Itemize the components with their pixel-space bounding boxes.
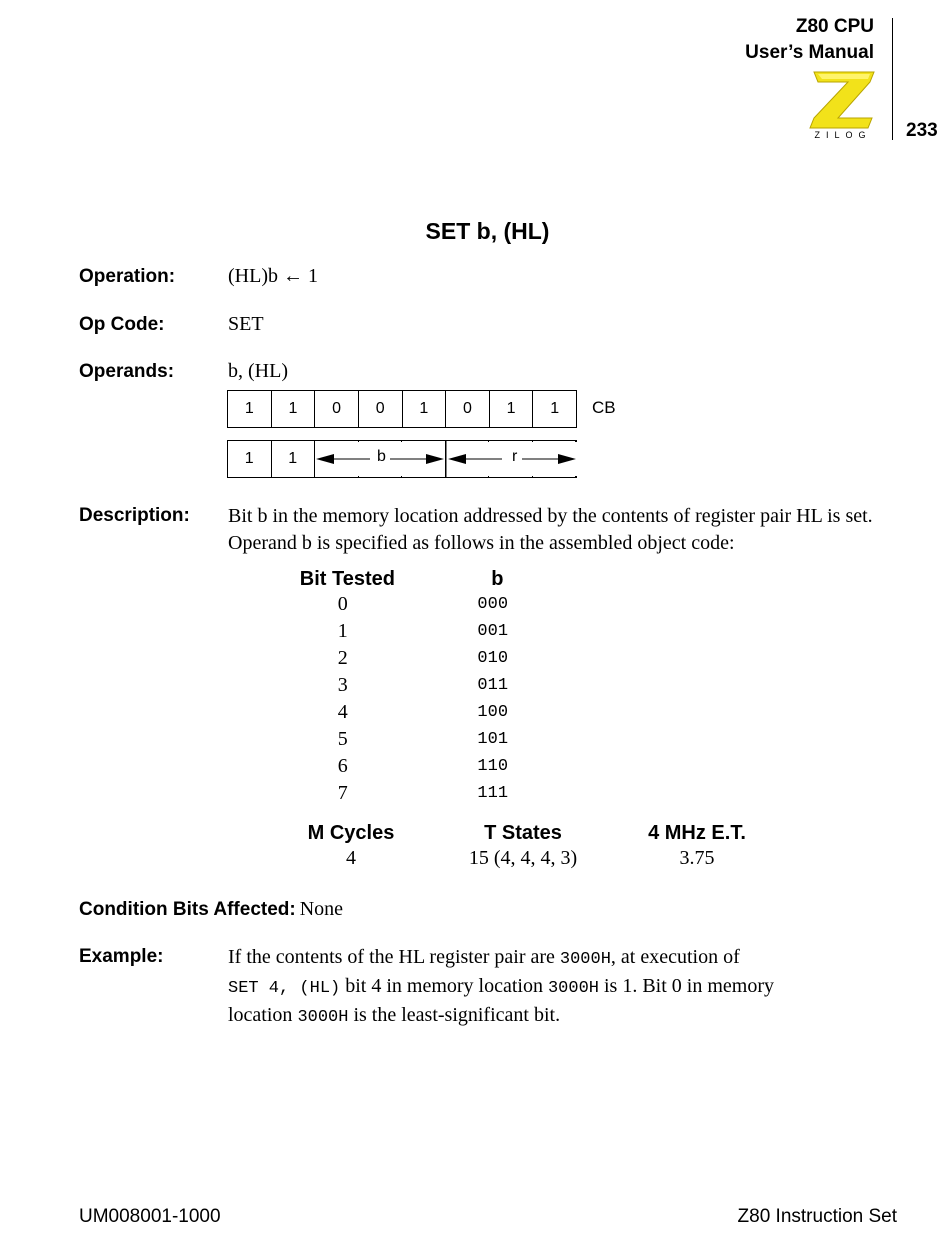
footer-section: Z80 Instruction Set xyxy=(737,1206,897,1227)
manual-title-line2: User’s Manual xyxy=(745,42,874,63)
bit-table-row xyxy=(290,672,590,699)
timing-table-row xyxy=(290,845,780,871)
operands-label: Operands: xyxy=(79,361,175,382)
header-divider xyxy=(892,18,893,140)
example-text-run: location xyxy=(228,1004,298,1026)
example-text xyxy=(228,944,908,1031)
zilog-z-icon xyxy=(808,70,878,130)
bit-table-row xyxy=(290,699,590,726)
description-label: Description: xyxy=(79,505,190,526)
bit-table-header-cell: b xyxy=(491,568,504,590)
bit-table-row xyxy=(290,591,590,618)
example-code: SET 4, (HL) xyxy=(228,979,341,998)
page-number: 233 xyxy=(906,120,938,141)
timing-cell: 4 xyxy=(346,847,356,869)
bit-table-row xyxy=(290,645,590,672)
zilog-logo xyxy=(808,70,878,142)
field-arrows xyxy=(314,441,578,477)
timing-header-cell: 4 MHz E.T. xyxy=(648,822,746,844)
condition-label: Condition Bits Affected: xyxy=(79,899,296,920)
example-line-2 xyxy=(228,973,908,1002)
condition-line xyxy=(79,898,343,921)
bit-cell: 0 xyxy=(315,391,359,427)
bit-table-header-cell: Bit Tested xyxy=(299,568,395,590)
bit-table-row xyxy=(290,618,590,645)
field-r-label: r xyxy=(508,448,521,466)
bit-cell: 1 xyxy=(228,391,272,427)
opcode-byte-1 xyxy=(227,390,577,428)
example-label: Example: xyxy=(79,946,164,967)
bit-table xyxy=(290,568,590,807)
bit-number-cell: 1 xyxy=(337,620,348,642)
bit-table-row xyxy=(290,726,590,753)
opcode-byte-2 xyxy=(227,440,577,478)
bit-cell: 1 xyxy=(490,391,534,427)
bit-number-cell: 4 xyxy=(337,701,348,723)
bit-code-cell: 001 xyxy=(477,622,509,641)
bit-cell: 1 xyxy=(403,391,447,427)
opcode-value: SET xyxy=(228,313,264,335)
example-code: 3000H xyxy=(559,950,611,969)
operation-value: (HL)b ← 1 xyxy=(228,265,318,287)
example-line-3 xyxy=(228,1002,908,1031)
timing-header-cell: M Cycles xyxy=(307,822,395,844)
example-text-run: bit 4 in memory location xyxy=(340,975,548,997)
timing-cell: 3.75 xyxy=(679,847,715,869)
bit-code-cell: 100 xyxy=(477,703,509,722)
example-code: 3000H xyxy=(547,979,599,998)
condition-value: None xyxy=(299,898,344,920)
bit-number-cell: 6 xyxy=(337,755,348,777)
bit-cell: 1 xyxy=(550,400,560,417)
description-text: Bit b in the memory location addressed by the contents of register pair HL is set. Operand b is specified as follows in the assembled object code: xyxy=(228,505,873,554)
example-line-1 xyxy=(228,944,908,973)
manual-title-line1: Z80 CPU xyxy=(795,16,874,37)
bit-number-cell: 5 xyxy=(337,728,348,750)
operation-label: Operation: xyxy=(79,266,176,287)
footer-doc-id: UM008001-1000 xyxy=(79,1206,221,1227)
bit-cell: 1 xyxy=(272,391,316,427)
example-code: 3000H xyxy=(297,1008,349,1027)
bit-code-cell: 101 xyxy=(477,730,509,749)
timing-header-cell: T States xyxy=(484,822,562,844)
instruction-title: SET b, (HL) xyxy=(425,218,550,244)
timing-table xyxy=(290,822,780,871)
bit-cell: 0 xyxy=(446,391,490,427)
bit-table-row xyxy=(290,753,590,780)
example-text-run: , at execution of xyxy=(610,946,740,968)
bit-table-row xyxy=(290,780,590,807)
bit-cell: 1 xyxy=(228,441,272,477)
bit-number-cell: 2 xyxy=(337,647,348,669)
field-b-label: b xyxy=(373,448,390,466)
bit-code-cell: 010 xyxy=(477,649,509,668)
bit-number-cell: 3 xyxy=(337,674,348,696)
zilog-logo-text: ZILOG xyxy=(814,130,872,140)
bit-code-cell: 110 xyxy=(477,757,509,776)
bit-table-header xyxy=(290,568,590,591)
example-text-run: is 1. Bit 0 in memory xyxy=(598,975,774,997)
timing-cell: 15 (4, 4, 4, 3) xyxy=(468,847,578,869)
example-text-run: If the contents of the HL register pair are xyxy=(228,946,560,968)
opcode-prefix-label: CB xyxy=(592,398,616,417)
bit-cell: 1 xyxy=(272,441,316,477)
bit-code-cell: 011 xyxy=(477,676,509,695)
operands-value: b, (HL) xyxy=(228,360,288,382)
timing-table-header xyxy=(290,822,780,845)
bit-number-cell: 7 xyxy=(337,782,348,804)
opcode-label: Op Code: xyxy=(79,314,165,335)
bit-number-cell: 0 xyxy=(337,593,348,615)
bit-code-cell: 000 xyxy=(477,595,509,614)
example-text-run: is the least-significant bit. xyxy=(348,1004,561,1026)
bit-cell: 0 xyxy=(359,391,403,427)
bit-code-cell: 111 xyxy=(477,784,509,803)
